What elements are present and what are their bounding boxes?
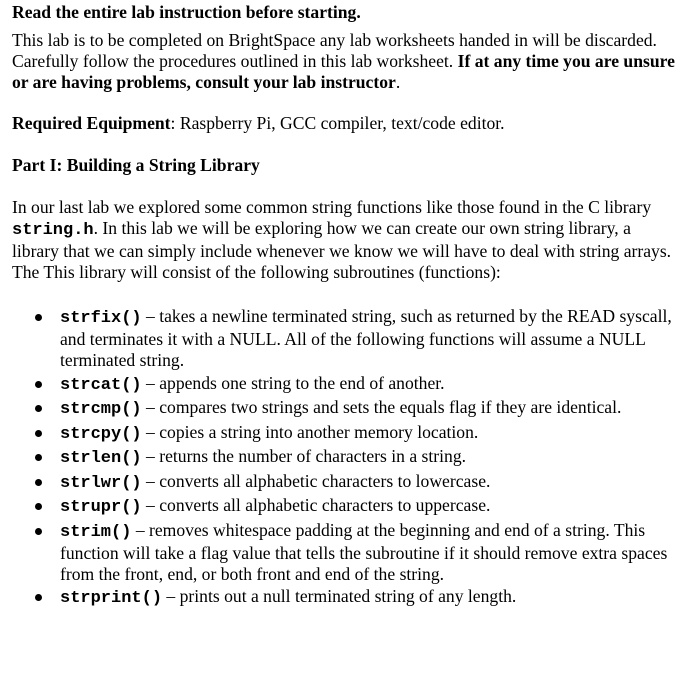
intro-text: This lab is to be completed on BrightSpace any lab worksheets handed in will be discarded. Carefully follow the procedures outlined in this lab worksheet.: [12, 30, 657, 71]
list-item: [12, 397, 682, 420]
function-name: strfix(): [60, 309, 142, 328]
equipment-label: Required Equipment: [12, 113, 171, 133]
intro-bold-text: If at any time you are unsure or are having problems, consult your lab instructor: [12, 51, 675, 92]
list-item: [12, 520, 682, 585]
list-item: [12, 422, 682, 445]
bullet-icon: [35, 405, 42, 412]
bullet-icon: [35, 454, 42, 461]
function-description: – removes whitespace padding at the beginning and end of a string. This function will take a flag value that tells the subroutine if it should remove extra spaces from the front, end, or both front and end of the string.: [60, 519, 668, 584]
function-description: – converts all alphabetic characters to lowercase.: [141, 470, 491, 491]
function-description: – returns the number of characters in a string.: [141, 446, 467, 466]
function-name: strcpy(): [60, 424, 142, 444]
function-name: strlwr(): [60, 473, 142, 493]
list-item: [12, 586, 682, 609]
function-description: – converts all alphabetic characters to uppercase.: [141, 495, 491, 515]
bullet-icon: [35, 430, 42, 437]
body-text-2: . In this lab we will be exploring how we can create our own string library, a library that we can simply include whenever we know we will have to deal with string arrays. The This library will consist of the following subroutines (functions):: [12, 218, 672, 282]
list-item: [12, 373, 682, 396]
list-item: [12, 306, 682, 371]
body-paragraph: [12, 197, 682, 283]
document-page: [12, 2, 682, 611]
page-title: Read the entire lab instruction before starting.: [12, 2, 361, 22]
part-heading: Part I: Building a String Library: [12, 155, 260, 175]
bullet-icon: [35, 381, 42, 388]
bullet-icon: [35, 594, 42, 601]
intro-paragraph: [12, 30, 682, 93]
function-name: strim(): [60, 522, 132, 542]
function-description: – prints out a null terminated string of any length.: [162, 586, 517, 606]
list-item: [12, 446, 682, 469]
bullet-icon: [35, 314, 42, 321]
function-description: – appends one string to the end of another.: [141, 372, 445, 393]
body-code: string.h: [12, 221, 94, 240]
equipment-paragraph: [12, 113, 682, 134]
list-item: [12, 495, 682, 518]
body-text-1: In our last lab we explored some common string functions like those found in the C library: [12, 197, 652, 217]
function-name: strcmp(): [60, 400, 142, 419]
function-name: strlen(): [60, 449, 142, 468]
function-description: – copies a string into another memory location.: [141, 421, 479, 442]
function-name: strcat(): [60, 375, 142, 395]
function-name: strupr(): [60, 498, 142, 517]
function-list: [12, 306, 682, 609]
bullet-icon: [35, 528, 42, 535]
function-description: – takes a newline terminated string, such as returned by the READ syscall, and terminates it with a NULL. All of the following functions will assume a NULL terminated string.: [60, 306, 672, 370]
list-item: [12, 471, 682, 494]
bullet-icon: [35, 503, 42, 510]
equipment-text: : Raspberry Pi, GCC compiler, text/code editor.: [170, 113, 505, 133]
bullet-icon: [35, 479, 42, 486]
intro-end: .: [395, 72, 401, 92]
function-description: – compares two strings and sets the equals flag if they are identical.: [141, 397, 622, 417]
function-name: strprint(): [60, 589, 163, 608]
